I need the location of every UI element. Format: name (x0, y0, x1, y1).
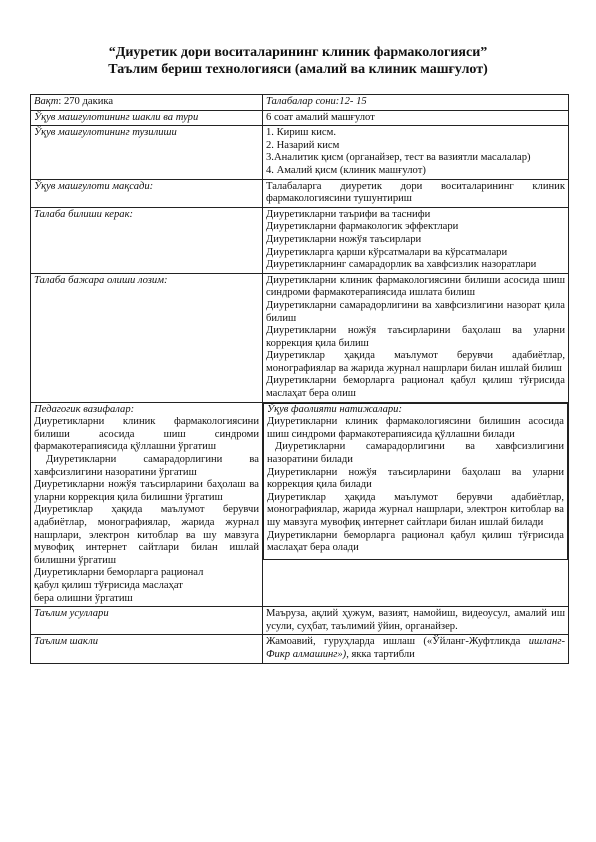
structure-list (263, 126, 569, 179)
task-tail-line: қабул қилиш тўғрисида маслаҳат (34, 579, 183, 591)
lesson-plan-table (30, 94, 569, 664)
result-item: Диуретиклар ҳақида маълумот берувчи адабиётлар, монографиялар, жарида журнал нашрлари, электрон китоблар ва шу мавзуга мувофиқ интернет сайтлари билан ишлай билади (267, 491, 564, 528)
time-cell (31, 95, 263, 111)
teaching-form-text-b: ишланг-Фикр алмашинг») (266, 636, 565, 660)
know-list (263, 207, 569, 273)
row-time (31, 95, 569, 111)
task-item: Диуретикларни клиник фармакологиясини билиши асосида шиш синдроми фармакотерапиясида қўллашни ўргатиш (34, 416, 259, 453)
pedagogical-tasks-header: Педагогик вазифалар: (34, 403, 135, 415)
task-item: Диуретикларни ножўя таъсирларини баҳолаш ва уларни коррекция қила билишни ўргатиш (34, 479, 259, 503)
result-item: Диуретикларни беморларга рационал қабул қилиш тўғрисида маслаҳат бера олади (267, 529, 564, 554)
know-label: Талаба билиши керак: (31, 207, 263, 273)
able-item: Диуретиклар ҳақида маълумот берувчи адабиётлар, монографиялар ва жарида журнал нашрлари билан ишлай билиш (266, 350, 565, 374)
row-know (31, 207, 569, 273)
row-tasks (31, 402, 569, 607)
learning-results-header: Ўқув фаолияти натижалари: (267, 403, 402, 415)
structure-item: 2. Назарий кисм (266, 139, 340, 151)
students-label: Талабалар сони (266, 96, 336, 107)
document-title (40, 44, 556, 78)
result-item: Диуретикларни клиник фармакологиясини билишин асосида шиш синдроми фармакотерапиясида қўллашни билади (267, 416, 564, 440)
structure-label: Ўқув машғулотининг тузилиши (31, 126, 263, 179)
able-list (263, 273, 569, 402)
row-able (31, 273, 569, 402)
row-teaching-form (31, 635, 569, 663)
know-item: Диуретикларга қарши кўрсатмалари ва кўрсатмалари (266, 246, 508, 258)
task-item: Диуретикларни самарадорлигини ва хавфсизлигини назоратини ўргатиш (34, 454, 259, 478)
structure-item: 4. Амалий қисм (клиник машғулот) (266, 164, 426, 176)
teaching-form-label: Таълим шакли (31, 635, 263, 663)
learning-results-cell (263, 402, 569, 607)
goal-label: Ўқув машғулоти мақсади: (31, 179, 263, 207)
know-item: Диуретикларни таърифи ва таснифи (266, 208, 431, 220)
able-item: Диуретикларни беморларга рационал қабул қилиш тўғрисида маслаҳат бера олиш (266, 375, 565, 400)
time-label: Вақт (34, 96, 59, 107)
row-structure (31, 126, 569, 179)
learning-results-box (263, 403, 568, 560)
structure-item: 1. Кириш кисм. (266, 127, 336, 139)
know-item: Диуретикларни ножўя таъсирлари (266, 233, 422, 245)
teaching-form-text (263, 635, 569, 663)
able-item: Диуретикларни самарадорлигини ва хавфсизлигини назорат қила билиш (266, 299, 565, 324)
students-cell (263, 95, 569, 111)
row-form (31, 110, 569, 126)
students-value: :12- 15 (335, 96, 367, 107)
able-item: Диуретикларни ножўя таъсирларини баҳолаш ва уларни коррекция қила билиш (266, 325, 565, 349)
goal-text: Талабаларга диуретик дори воситаларининг клиник фармакологиясини тушунтириш (263, 179, 569, 207)
methods-text: Маъруза, ақлий ҳужум, вазият, намойиш, видеоусул, амалий иш усули, суҳбат, таълимий ўйин, органайзер. (263, 607, 569, 635)
task-item: Диуретиклар ҳақида маълумот берувчи адабиётлар, монографиялар, жарида журнал нашрлари, электрон китоблар ва шу мавзуга мувофиқ интернет сайтлари билан ишлай билишни ўргатиш (34, 504, 259, 566)
teaching-form-text-a: Жамоавий, гуруҳларда ишлаш («Ўйланг-Жуфтликда (266, 636, 529, 648)
able-label: Талаба бажара олиши лозим: (31, 273, 263, 402)
methods-label: Таълим усуллари (31, 607, 263, 635)
task-tail-line: Диуретикларни беморларга рационал (34, 567, 204, 579)
row-methods (31, 607, 569, 635)
title-line-1: “Диуретик дори воситаларининг клиник фармакологияси” (108, 45, 488, 60)
row-goal (31, 179, 569, 207)
title-line-2: Таълим бериш технологияси (амалий ва клиник машғулот) (108, 62, 488, 77)
able-item: Диуретикларни клиник фармакологиясини билиши асосида шиш синдроми фармакотерапиясида ишлата билиш (266, 274, 565, 299)
task-tail-line: бера олишни ўргатиш (34, 592, 133, 604)
teaching-form-text-c: , якка тартибли (346, 648, 415, 660)
result-item: Диуретикларни ножўя таъсирларини баҳолаш ва уларни коррекция қила билади (267, 466, 564, 491)
time-value: : 270 дакика (58, 96, 114, 107)
know-item: Диуретикларнинг самарадорлик ва хавфсизлик назоратлари (266, 259, 537, 271)
form-label: Ўқув машғулотининг шакли ва тури (31, 110, 263, 126)
know-item: Диуретикларни фармакологик эффектлари (266, 221, 459, 233)
pedagogical-tasks-cell (31, 402, 263, 607)
form-value: 6 соат амалий машғулот (263, 110, 569, 126)
structure-item: 3.Аналитик қисм (органайзер, тест ва вазиятли масалалар) (266, 152, 531, 164)
result-item: Диуретикларни самарадорлигини ва хавфсизлигини назоратини билади (267, 441, 564, 466)
